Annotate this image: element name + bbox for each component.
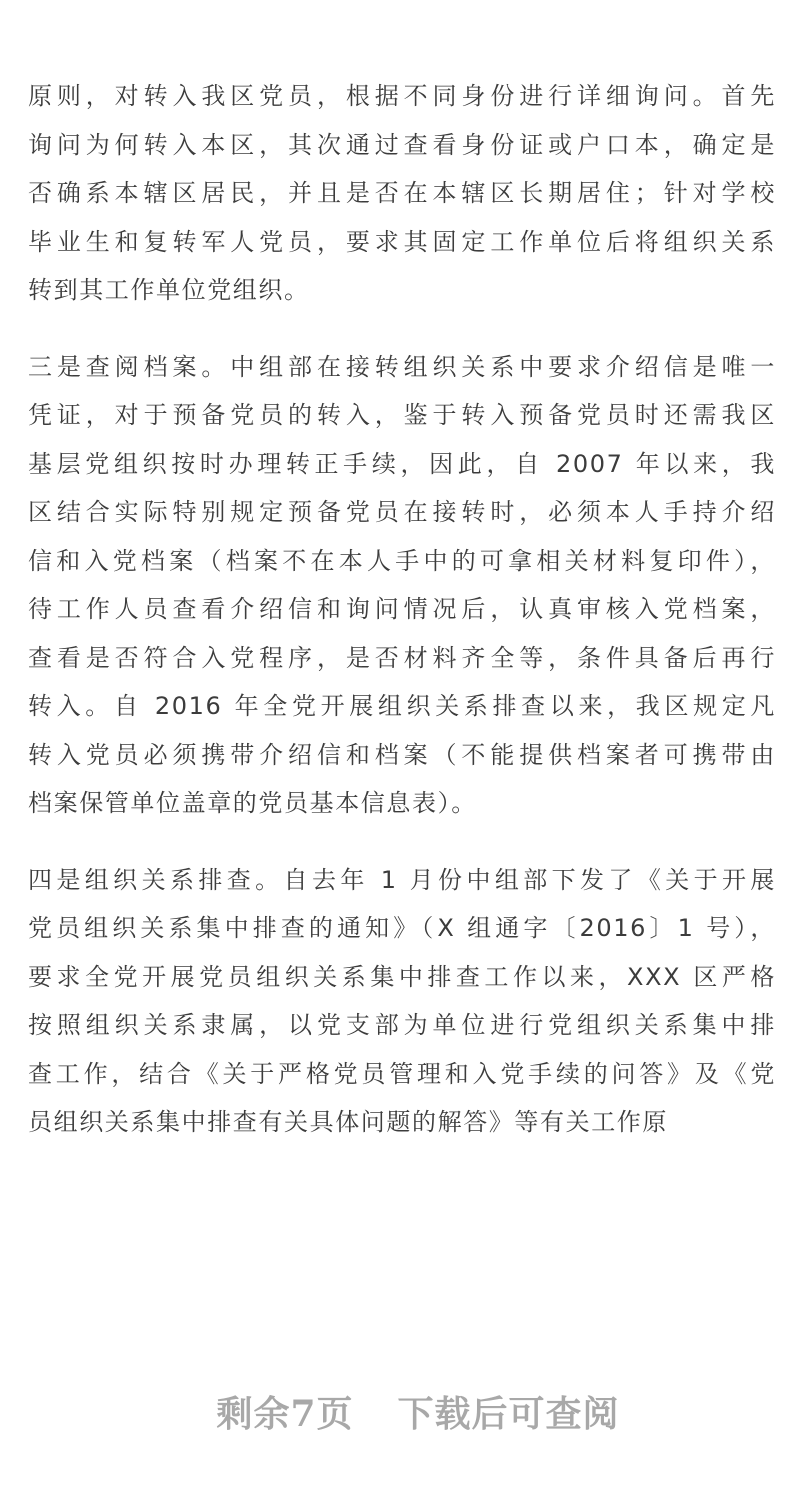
text-line: 凭证，对于预备党员的转入，鉴于转入预备党员时还需我区	[28, 401, 776, 429]
text-line: 查看是否符合入党程序，是否材料齐全等，条件具备后再行	[28, 643, 776, 672]
text-line: 四是组织关系排查。自去年 1 月份中组部下发了《关于开展	[28, 865, 776, 894]
text-line: 区结合实际特别规定预备党员在接转时，必须本人手持介绍	[28, 498, 776, 526]
paragraph-1	[28, 72, 776, 315]
download-hint-label: 下载后可查阅	[397, 1393, 620, 1435]
text-line: 待工作人员查看介绍信和询问情况后，认真审核入党档案，	[28, 595, 776, 623]
remaining-pages-label: 剩余7页	[216, 1393, 354, 1435]
text-line: 原则，对转入我区党员，根据不同身份进行详细询问。首先	[28, 82, 776, 110]
text-line: 档案保管单位盖章的党员基本信息表）。	[28, 789, 477, 817]
text-line: 按照组织关系隶属，以党支部为单位进行党组织关系集中排	[28, 1011, 776, 1039]
paragraph-2	[28, 343, 776, 828]
text-line: 毕业生和复转军人党员，要求其固定工作单位后将组织关系	[28, 227, 776, 256]
text-line: 询问为何转入本区，其次通过查看身份证或户口本，确定是	[28, 130, 776, 159]
text-line: 三是查阅档案。中组部在接转组织关系中要求介绍信是唯一	[28, 352, 776, 381]
paragraph-3	[28, 856, 776, 1147]
text-line: 员组织关系集中排查有关具体问题的解答》等有关工作原	[28, 1108, 668, 1136]
text-line: 否确系本辖区居民，并且是否在本辖区长期居住；针对学校	[28, 179, 776, 207]
text-line: 转入。自 2016 年全党开展组织关系排查以来，我区规定凡	[28, 692, 776, 720]
document-body	[28, 72, 776, 1175]
text-line: 转到其工作单位党组织。	[28, 276, 310, 304]
text-line: 要求全党开展党员组织关系集中排查工作以来，XXX 区严格	[28, 962, 776, 991]
text-line: 查工作，结合《关于严格党员管理和入党手续的问答》及《党	[28, 1059, 776, 1088]
text-line: 基层党组织按时办理转正手续，因此，自 2007 年以来，我	[28, 449, 776, 478]
text-line: 转入党员必须携带介绍信和档案（不能提供档案者可携带由	[28, 740, 776, 769]
text-line: 党员组织关系集中排查的通知》（X 组通字〔2016〕1 号），	[28, 914, 776, 942]
text-line: 信和入党档案（档案不在本人手中的可拿相关材料复印件），	[28, 546, 776, 575]
download-to-view-banner[interactable]	[0, 1386, 800, 1437]
